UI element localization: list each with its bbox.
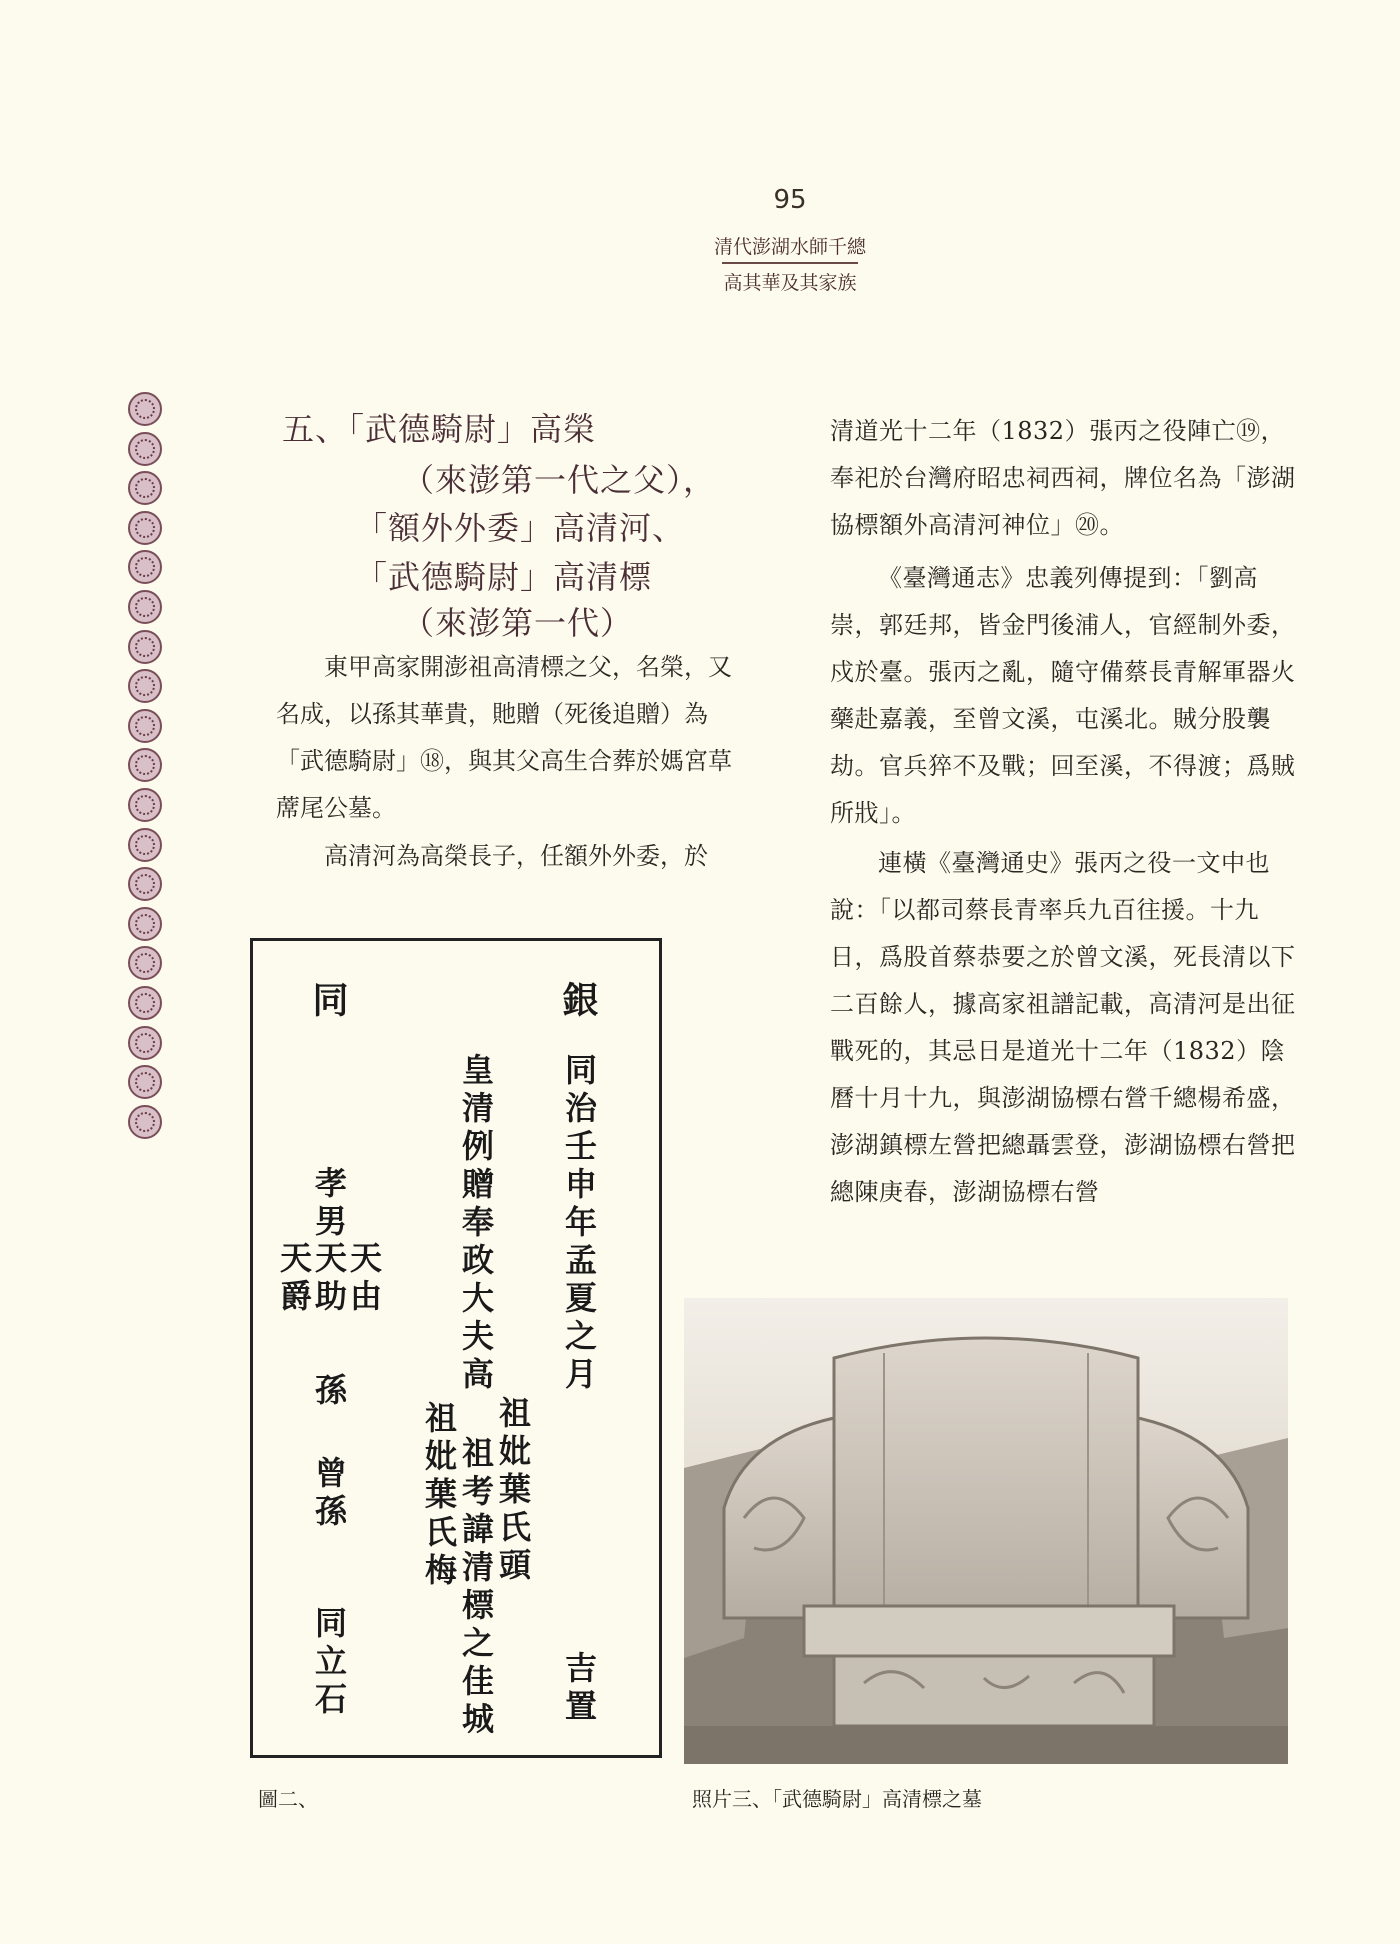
inscription-column-zu-bi: 祖妣葉氏頭 <box>494 1396 532 1586</box>
tomb-photo-image <box>684 1298 1288 1764</box>
seal-ornament-icon <box>128 748 162 782</box>
inscription-column-tianyou: 天由 <box>345 1241 383 1317</box>
inscription-column-xiaonan: 孝男 <box>310 1166 348 1242</box>
series-subtitle: 高其華及其家族 <box>723 272 857 294</box>
inscription-column-jizhi: 吉置 <box>560 1651 598 1727</box>
section-title-line: （來澎第一代之父）， <box>402 461 717 499</box>
inscription-column-tianzhu: 天助 <box>310 1241 348 1317</box>
seal-ornament-icon <box>128 1105 162 1139</box>
seal-ornament-icon <box>128 590 162 624</box>
inscription-column-yin: 銀 <box>557 981 598 1023</box>
page-number: 95 <box>773 185 807 215</box>
seal-ornament-icon <box>128 867 162 901</box>
tombstone-inscription-figure <box>250 938 662 1758</box>
seal-ornament-icon <box>128 432 162 466</box>
inscription-column-huang: 皇清例贈奉政大夫高 <box>457 1053 495 1395</box>
right-paragraph: 清道光十二年（1832）張丙之役陣亡⑲，奉祀於台灣府昭忠祠西祠，牌位名為「澎湖協標額外高清河神位」⑳。 <box>830 417 1296 539</box>
series-title: 清代澎湖水師千總 <box>713 236 866 258</box>
inscription-column-date: 同治壬申年孟夏之月 <box>560 1053 598 1395</box>
inscription-column-zu-kao: 祖考諱清標之佳城 <box>457 1436 495 1740</box>
seal-ornament-icon <box>128 511 162 545</box>
inscription-column-tongli: 同立石 <box>310 1606 348 1720</box>
decorative-seal-column <box>128 392 168 1144</box>
left-paragraph: 高清河為高榮長子，任額外外委，於 <box>324 842 708 870</box>
section-title-line: 「額外外委」高清河、 <box>355 509 686 547</box>
seal-ornament-icon <box>128 630 162 664</box>
seal-ornament-icon <box>128 392 162 426</box>
section-title-line: 「武德騎尉」高清標 <box>355 558 653 596</box>
section-title-line: （來澎第一代） <box>402 604 634 642</box>
inscription-column-tianjue: 天爵 <box>275 1241 313 1317</box>
seal-ornament-icon <box>128 788 162 822</box>
figure-caption: 圖二、 <box>258 1787 318 1811</box>
inscription-column-sun: 孫 <box>310 1373 348 1411</box>
seal-ornament-icon <box>128 669 162 703</box>
seal-ornament-icon <box>128 471 162 505</box>
photo-caption: 照片三、「武德騎尉」高清標之墓 <box>692 1787 982 1811</box>
seal-ornament-icon <box>128 1065 162 1099</box>
section-title-line: 五、「武德騎尉」高榮 <box>282 410 597 448</box>
seal-ornament-icon <box>128 550 162 584</box>
seal-ornament-icon <box>128 709 162 743</box>
seal-ornament-icon <box>128 907 162 941</box>
left-paragraph: 東甲高家開澎祖高清標之父，名榮，又名成，以孫其華貴，貤贈（死後追贈）為「武德騎尉」⑱，與其父高生合葬於媽宮草蓆尾公墓。 <box>276 653 732 822</box>
right-paragraph: 連橫《臺灣通史》張丙之役一文中也說：「以都司蔡長青率兵九百往援。十九日，爲股首蔡恭要之於曾文溪，死長清以下二百餘人，據高家祖譜記載，高清河是出征戰死的，其忌日是道光十二年（1832）陰曆十月十九，與澎湖協標右營千總楊希盛，澎湖鎮標左營把總聶雲登，澎湖協標右營把總陳庚春，澎湖協標右營 <box>830 849 1296 1206</box>
inscription-column-zu-bi2: 祖妣葉氏梅 <box>420 1401 458 1591</box>
inscription-column-zengsun: 曾孫 <box>310 1456 348 1532</box>
seal-ornament-icon <box>128 946 162 980</box>
seal-ornament-icon <box>128 986 162 1020</box>
seal-ornament-icon <box>128 1026 162 1060</box>
inscription-column-tong: 同 <box>307 981 348 1023</box>
header-rule <box>722 262 858 264</box>
seal-ornament-icon <box>128 828 162 862</box>
tomb-photograph <box>684 1298 1288 1764</box>
right-paragraph: 《臺灣通志》忠義列傳提到：「劉高崇，郭廷邦，皆金門後浦人，官經制外委，戍於臺。張丙之亂，隨守備蔡長青解軍器火藥赴嘉義，至曾文溪，屯溪北。賊分股襲劫。官兵猝不及戰；回至溪，不得渡；爲賊所戕」。 <box>830 564 1296 827</box>
